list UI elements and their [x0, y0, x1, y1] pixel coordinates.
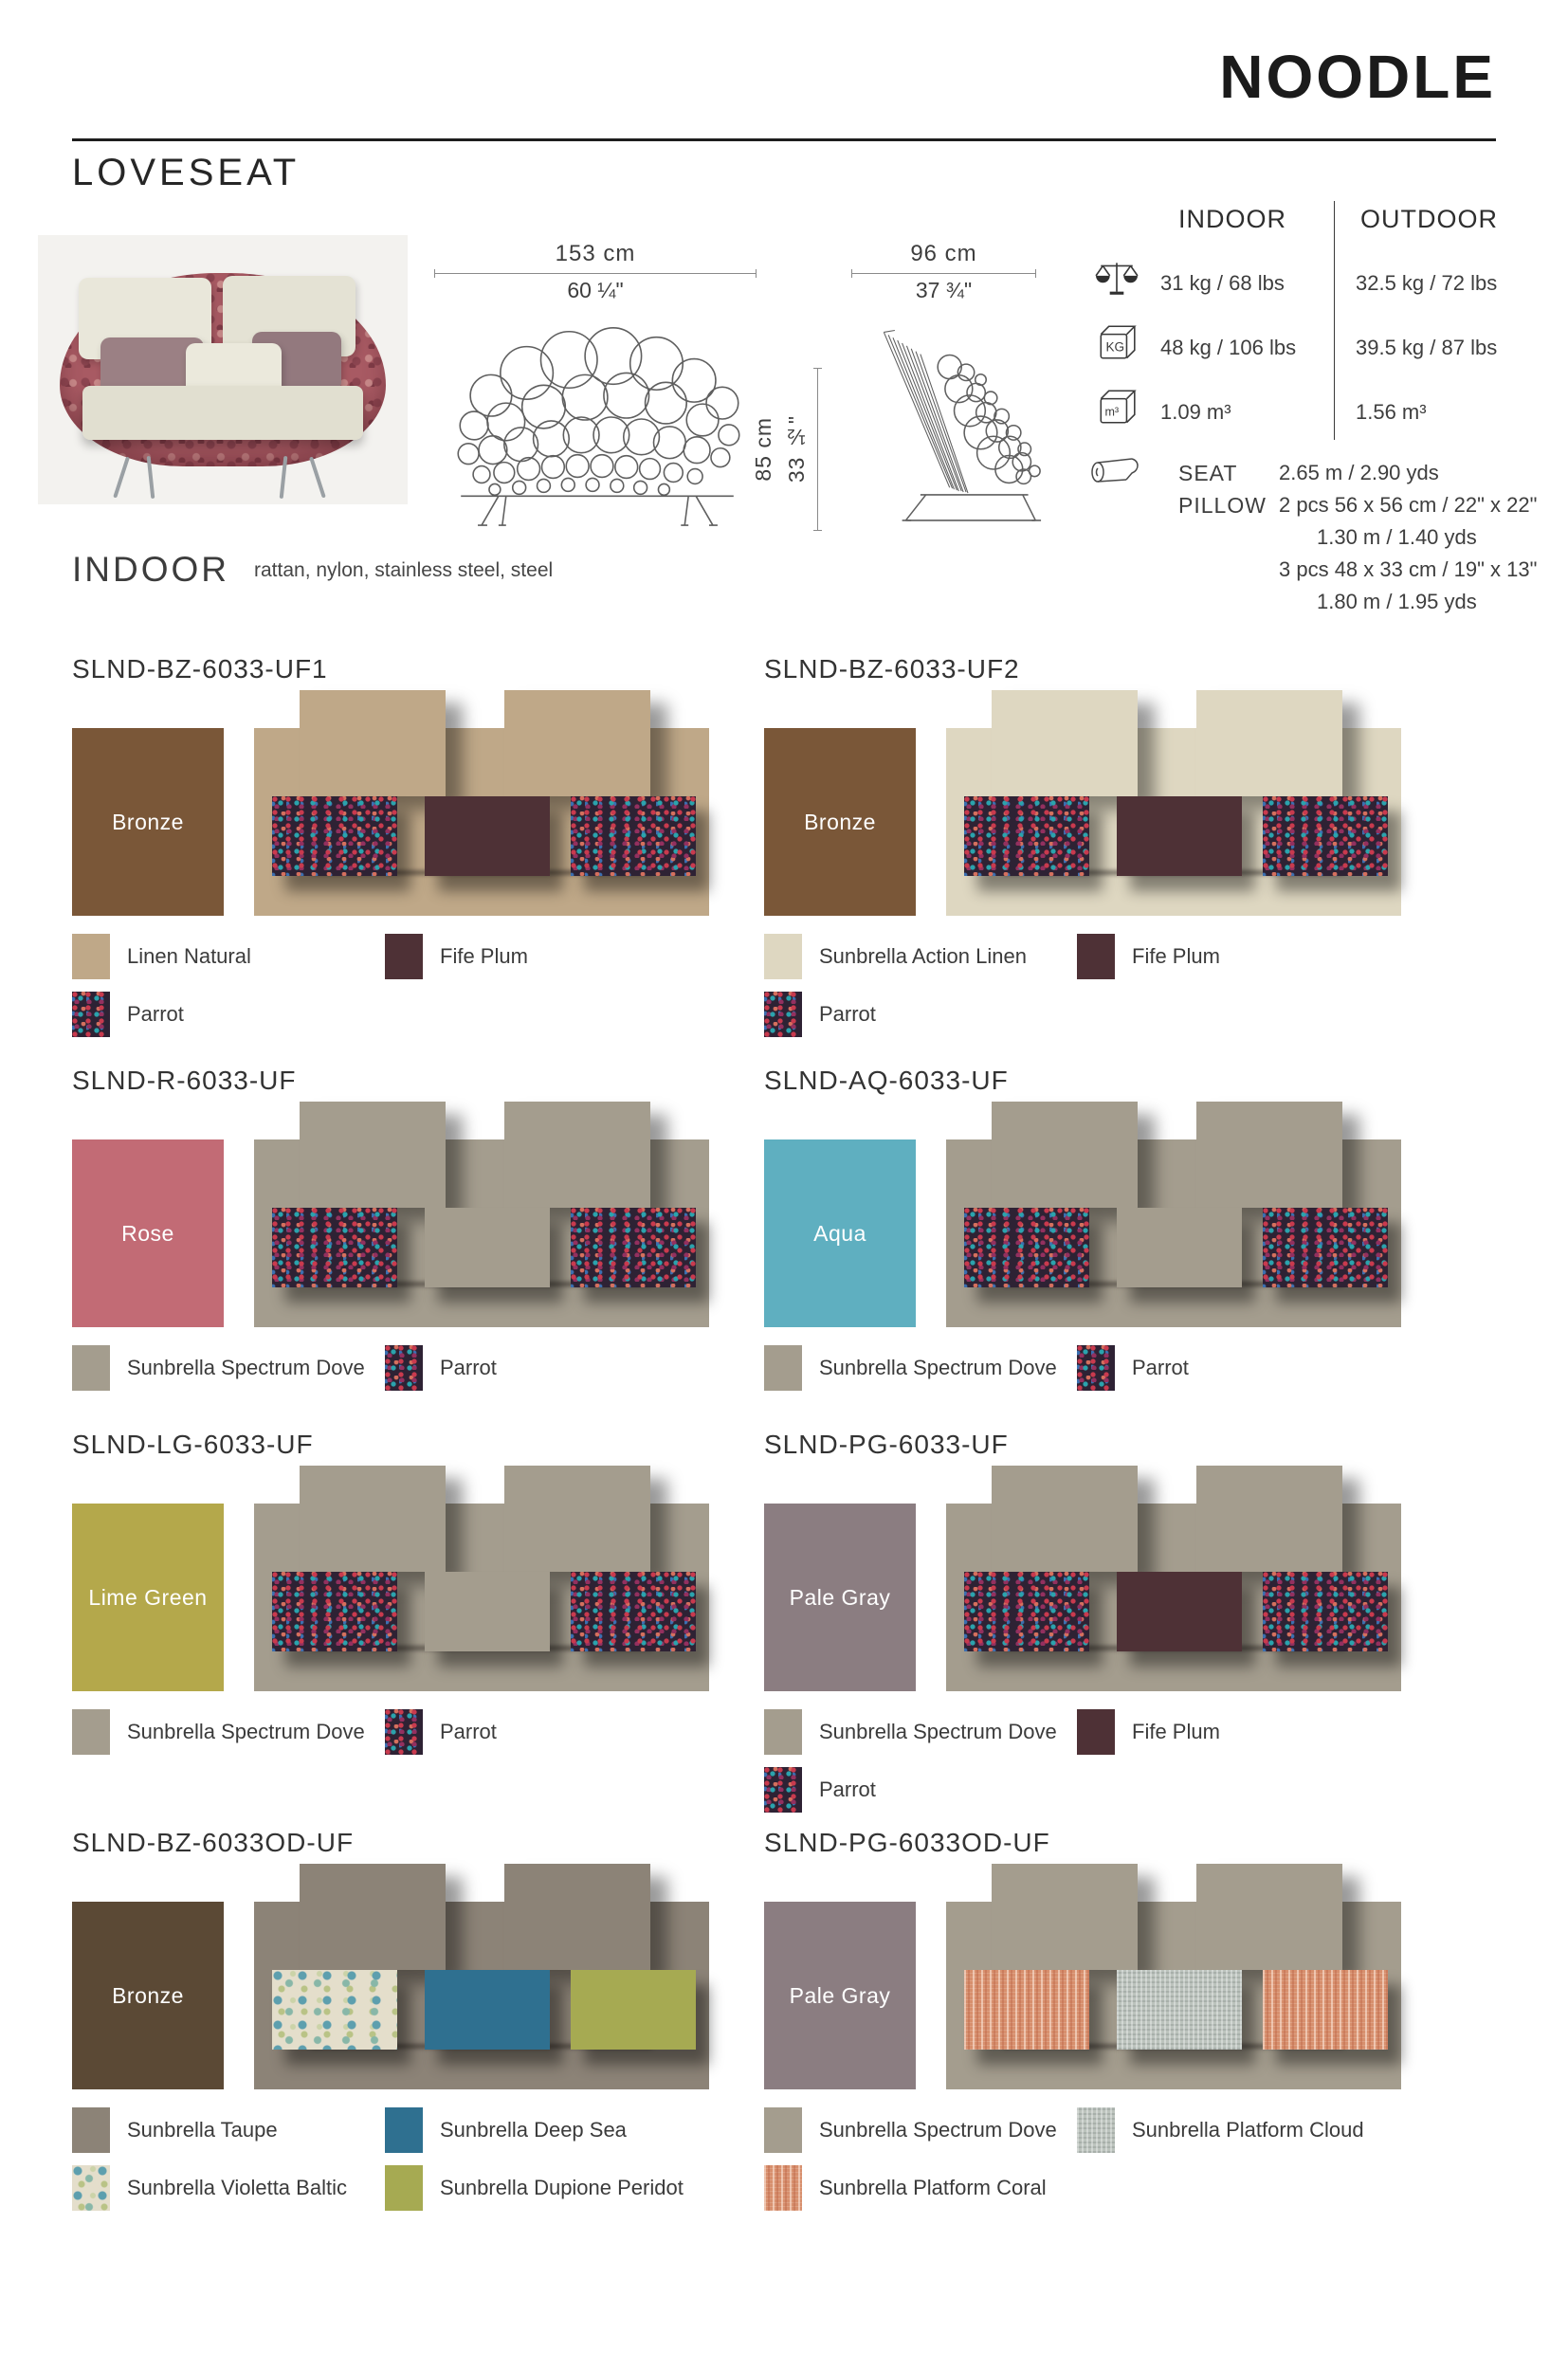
seat-label: SEAT — [1178, 461, 1238, 485]
fabric-label: Sunbrella Action Linen — [819, 944, 1027, 968]
outdoor-packed-weight: 39.5 kg / 87 lbs — [1356, 336, 1498, 359]
fabric-label: Sunbrella Spectrum Dove — [127, 1356, 365, 1379]
frame-color-swatch — [72, 1139, 224, 1327]
cushion-swatch-center — [425, 796, 550, 876]
frame-color-swatch — [764, 1902, 916, 2089]
depth-dimension — [851, 241, 1036, 303]
variant-card — [764, 1828, 1428, 2226]
variant-card — [764, 654, 1428, 1052]
backrest-swatch — [992, 1102, 1138, 1208]
variant-card — [72, 1430, 736, 1828]
fabric-swatch — [764, 992, 802, 1037]
fabric-label: Parrot — [440, 1720, 497, 1743]
height-cm: 85 cm — [751, 417, 775, 482]
dimension-line — [434, 273, 757, 274]
legend-item — [764, 1345, 1057, 1391]
backrest-swatch — [992, 1864, 1138, 1970]
fabric-collage — [946, 728, 1401, 916]
variant-code: SLND-BZ-6033OD-UF — [72, 1828, 355, 1857]
legend-item — [72, 992, 184, 1037]
variant-code: SLND-BZ-6033-UF2 — [764, 654, 1020, 684]
fabric-collage — [254, 728, 709, 916]
cushion-swatch-center — [1117, 1970, 1242, 2050]
indoor-weight: 31 kg / 68 lbs — [1160, 271, 1285, 295]
fabric-label: Linen Natural — [127, 944, 251, 968]
backrest-swatch — [992, 1466, 1138, 1572]
cushion-swatch-center — [425, 1208, 550, 1287]
column-divider — [1334, 201, 1335, 440]
cushion-swatch-center — [425, 1970, 550, 2050]
indoor-packed-weight: 48 kg / 106 lbs — [1160, 336, 1297, 359]
cushion-swatch-left — [272, 1208, 397, 1287]
cushion-swatch-right — [571, 1208, 696, 1287]
side-view-drawing — [842, 305, 1043, 531]
fabric-swatch — [385, 934, 423, 979]
variant-code: SLND-BZ-6033-UF1 — [72, 654, 328, 684]
depth-cm: 96 cm — [910, 241, 977, 266]
fabric-label: Parrot — [819, 1778, 876, 1801]
front-view-drawing — [427, 305, 768, 531]
fabric-swatch — [385, 2165, 423, 2211]
fabric-swatch — [1077, 1345, 1115, 1391]
backrest-swatch — [1196, 690, 1342, 796]
legend-item — [385, 2107, 627, 2153]
cushion-swatch-right — [571, 796, 696, 876]
legend-item — [72, 934, 251, 979]
fabric-label: Parrot — [440, 1356, 497, 1379]
legend-item — [764, 992, 876, 1037]
fabric-label: Sunbrella Dupione Peridot — [440, 2176, 684, 2199]
legend-item — [385, 2165, 684, 2211]
frame-color-label: Lime Green — [88, 1584, 208, 1610]
backrest-swatch — [300, 1466, 446, 1572]
fabric-label: Sunbrella Spectrum Dove — [819, 1356, 1057, 1379]
fabric-label: Parrot — [819, 1002, 876, 1026]
fabric-swatch — [764, 1345, 802, 1391]
pillow-yardage-line: 1.80 m / 1.95 yds — [1317, 590, 1477, 613]
fabric-label: Sunbrella Platform Cloud — [1132, 2118, 1364, 2142]
fabric-swatch — [1077, 2107, 1115, 2153]
cushion-swatch-right — [1263, 796, 1388, 876]
outdoor-column-header: OUTDOOR — [1360, 205, 1498, 233]
materials-list: rattan, nylon, stainless steel, steel — [254, 559, 554, 581]
fabric-roll-icon — [1086, 453, 1143, 498]
outdoor-volume: 1.56 m³ — [1356, 400, 1427, 424]
fabric-collage — [946, 1504, 1401, 1691]
frame-color-label: Pale Gray — [789, 1584, 891, 1610]
cushion-swatch-right — [1263, 1208, 1388, 1287]
fabric-swatch — [764, 1709, 802, 1755]
variant-card — [72, 1066, 736, 1464]
legend-item — [764, 2107, 1057, 2153]
fabric-label: Parrot — [1132, 1356, 1189, 1379]
legend-item — [72, 1709, 365, 1755]
materials-category: INDOOR — [72, 550, 229, 589]
dimension-line — [851, 273, 1036, 274]
legend-item — [385, 934, 528, 979]
frame-color-swatch — [72, 728, 224, 916]
cushion-swatch-left — [272, 1970, 397, 2050]
fabric-label: Fife Plum — [440, 944, 528, 968]
backrest-swatch — [300, 1102, 446, 1208]
cushion-swatch-right — [571, 1970, 696, 2050]
cushion-swatch-center — [425, 1572, 550, 1651]
frame-color-swatch — [764, 728, 916, 916]
legend-item — [72, 2107, 278, 2153]
frame-color-label: Pale Gray — [789, 1982, 891, 2008]
cushion-swatch-right — [1263, 1572, 1388, 1651]
fabric-swatch — [385, 1345, 423, 1391]
cushion-swatch-right — [1263, 1970, 1388, 2050]
indoor-volume: 1.09 m³ — [1160, 400, 1231, 424]
cushion-swatch-left — [964, 1208, 1089, 1287]
cushion-swatch-left — [964, 1970, 1089, 2050]
frame-color-label: Bronze — [112, 809, 184, 834]
fabric-swatch — [72, 2165, 110, 2211]
cushion-swatch-left — [272, 796, 397, 876]
frame-color-label: Bronze — [804, 809, 876, 834]
cushion-swatch-center — [1117, 796, 1242, 876]
kg-box-icon — [1095, 320, 1139, 369]
fabric-collage — [946, 1139, 1401, 1327]
fabric-collage — [946, 1902, 1401, 2089]
legend-item — [385, 1709, 497, 1755]
cushion-swatch-center — [1117, 1572, 1242, 1651]
materials-line — [72, 550, 553, 590]
dimension-line — [817, 368, 818, 531]
front-width-dimension — [434, 241, 757, 303]
frame-color-swatch — [72, 1902, 224, 2089]
backrest-swatch — [504, 1102, 650, 1208]
fabric-swatch — [764, 2107, 802, 2153]
fabric-label: Fife Plum — [1132, 1720, 1220, 1743]
variant-card — [764, 1066, 1428, 1464]
legend-item — [1077, 1709, 1220, 1755]
fabric-swatch — [1077, 1709, 1115, 1755]
variant-card — [764, 1430, 1428, 1828]
fabric-collage — [254, 1902, 709, 2089]
variant-code: SLND-PG-6033OD-UF — [764, 1828, 1050, 1857]
fabric-label: Sunbrella Spectrum Dove — [819, 2118, 1057, 2142]
cushion-swatch-left — [272, 1572, 397, 1651]
pillow-yardage-line: 3 pcs 48 x 33 cm / 19" x 13" — [1279, 557, 1538, 581]
legend-item — [72, 1345, 365, 1391]
seat-cushion — [82, 386, 363, 440]
page-title: NOODLE — [1219, 43, 1496, 111]
backrest-swatch — [300, 690, 446, 796]
indoor-column-header: INDOOR — [1178, 205, 1286, 233]
backrest-swatch — [1196, 1466, 1342, 1572]
fabric-swatch — [764, 1767, 802, 1813]
scale-icon — [1095, 256, 1139, 304]
legend-item — [764, 2165, 1047, 2211]
legend-item — [72, 2165, 347, 2211]
legend-item — [1077, 2107, 1364, 2153]
pillow-label: PILLOW — [1178, 493, 1267, 518]
backrest-swatch — [504, 1864, 650, 1970]
backrest-swatch — [1196, 1102, 1342, 1208]
variant-card — [72, 654, 736, 1052]
svg-text:KG: KG — [1105, 339, 1125, 355]
legend-item — [1077, 934, 1220, 979]
fabric-label: Sunbrella Spectrum Dove — [127, 1720, 365, 1743]
backrest-swatch — [992, 690, 1138, 796]
cushion-swatch-left — [964, 1572, 1089, 1651]
fabric-label: Fife Plum — [1132, 944, 1220, 968]
depth-in: 37 ¾" — [915, 278, 973, 302]
svg-text:m³: m³ — [1104, 405, 1120, 419]
pillow-yardage-line: 1.30 m / 1.40 yds — [1317, 525, 1477, 549]
backrest-swatch — [504, 1466, 650, 1572]
legend-item — [385, 1345, 497, 1391]
fabric-label: Sunbrella Platform Coral — [819, 2176, 1047, 2199]
fabric-swatch — [72, 1709, 110, 1755]
frame-color-swatch — [72, 1504, 224, 1691]
fabric-label: Sunbrella Spectrum Dove — [819, 1720, 1057, 1743]
pillow-yardage-line: 2 pcs 56 x 56 cm / 22" x 22" — [1279, 493, 1538, 517]
fabric-swatch — [1077, 934, 1115, 979]
backrest-swatch — [1196, 1864, 1342, 1970]
variant-card — [72, 1828, 736, 2226]
fabric-swatch — [764, 2165, 802, 2211]
legend-item — [764, 1767, 876, 1813]
sofa-leg — [113, 456, 130, 498]
cushion-swatch-center — [1117, 1208, 1242, 1287]
fabric-label: Sunbrella Violetta Baltic — [127, 2176, 347, 2199]
fabric-swatch — [72, 2107, 110, 2153]
sofa-leg — [309, 456, 326, 498]
fabric-swatch — [385, 2107, 423, 2153]
fabric-collage — [254, 1504, 709, 1691]
frame-color-label: Aqua — [813, 1220, 866, 1246]
fabric-swatch — [72, 992, 110, 1037]
seat-yardage: 2.65 m / 2.90 yds — [1279, 461, 1439, 484]
variant-code: SLND-PG-6033-UF — [764, 1430, 1009, 1459]
frame-color-label: Rose — [121, 1220, 174, 1246]
frame-color-swatch — [764, 1504, 916, 1691]
fabric-collage — [254, 1139, 709, 1327]
height-in: 33 ½" — [784, 415, 809, 483]
frame-color-swatch — [764, 1139, 916, 1327]
title-rule — [72, 138, 1496, 141]
fabric-swatch — [72, 1345, 110, 1391]
product-photo — [38, 235, 408, 504]
front-width-cm: 153 cm — [555, 241, 636, 266]
fabric-swatch — [72, 934, 110, 979]
cushion-swatch-left — [964, 796, 1089, 876]
fabric-label: Sunbrella Taupe — [127, 2118, 278, 2142]
fabric-label: Sunbrella Deep Sea — [440, 2118, 627, 2142]
frame-color-label: Bronze — [112, 1982, 184, 2008]
variant-code: SLND-LG-6033-UF — [72, 1430, 314, 1459]
legend-item — [764, 1709, 1057, 1755]
variant-code: SLND-AQ-6033-UF — [764, 1066, 1009, 1095]
variant-code: SLND-R-6033-UF — [72, 1066, 297, 1095]
front-width-in: 60 ¼" — [567, 278, 624, 302]
cushion-swatch-right — [571, 1572, 696, 1651]
fabric-swatch — [385, 1709, 423, 1755]
backrest-swatch — [300, 1864, 446, 1970]
m3-box-icon — [1095, 385, 1139, 433]
backrest-swatch — [504, 690, 650, 796]
product-subtitle: LOVESEAT — [72, 152, 301, 193]
legend-item — [764, 934, 1027, 979]
legend-item — [1077, 1345, 1189, 1391]
outdoor-weight: 32.5 kg / 72 lbs — [1356, 271, 1498, 295]
fabric-label: Parrot — [127, 1002, 184, 1026]
fabric-swatch — [764, 934, 802, 979]
